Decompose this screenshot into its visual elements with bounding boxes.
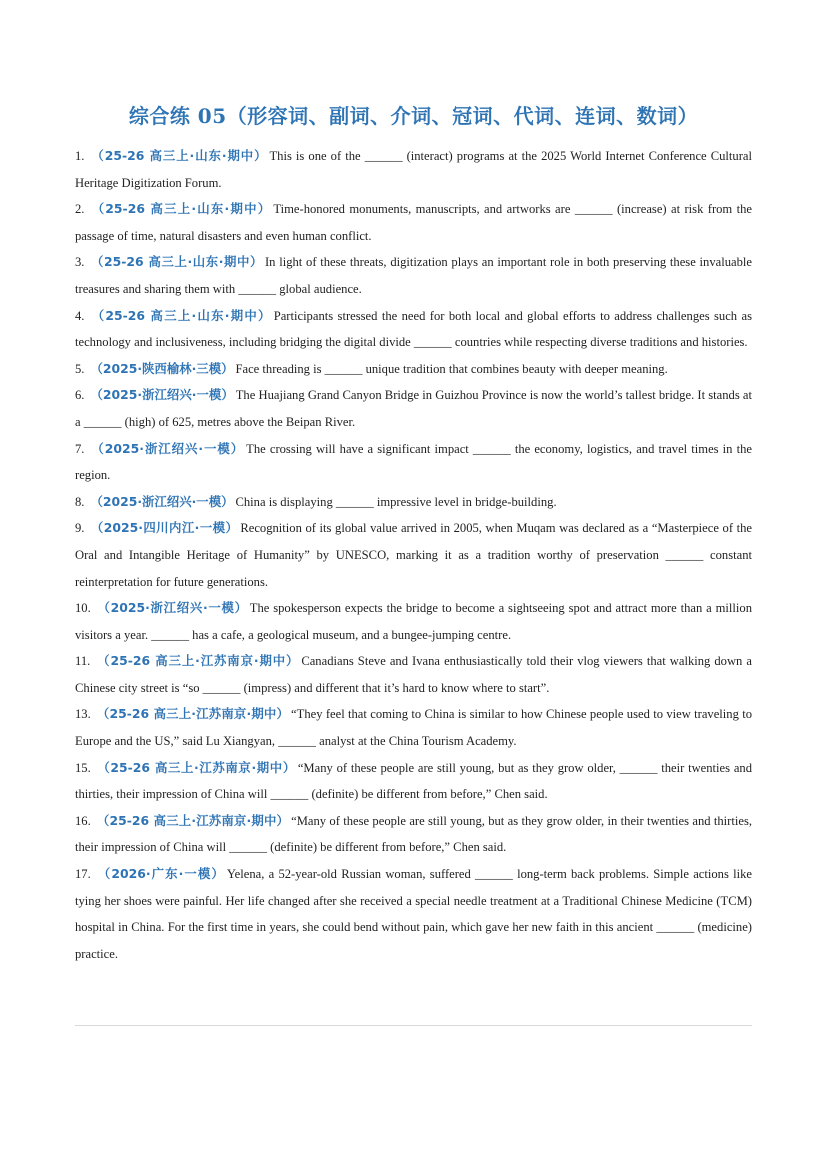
question-item [75, 356, 752, 383]
question-text: “They feel that coming to China is similar to how Chinese people used to view traveling to Europe and the US,” said Lu Xiangyan, ______ analyst at the China Tourism Academy. [75, 707, 753, 749]
question-item [75, 143, 752, 196]
question-source-tag: （2025·四川内江·一模） [90, 520, 239, 536]
question-item [75, 701, 752, 754]
question-source-tag: （25-26 高三上·江苏南京·期中） [96, 812, 290, 828]
question-number: 15. [75, 760, 91, 775]
question-source-tag: （25-26 高三上·山东·期中） [90, 148, 268, 163]
question-item [75, 436, 752, 489]
question-text: This is one of the ______ (interact) programs at the 2025 World Internet Conference Cultural Heritage Digitization Forum. [75, 149, 752, 190]
question-item [75, 196, 752, 249]
page-title: 综合练 05（形容词、副词、介词、冠词、代词、连词、数词） [128, 104, 699, 128]
question-source-tag: （2026·广东·一模） [96, 866, 225, 882]
question-source-tag: （2025·浙江绍兴·一模） [96, 600, 248, 616]
question-text: The spokesperson expects the bridge to become a sightseeing spot and attract more than a million visitors a year. ______ has a cafe, a geological museum, and a bungee-jumping centre. [75, 601, 752, 642]
question-source-tag: （2025·浙江绍兴·一模） [90, 387, 234, 403]
question-text: Recognition of its global value arrived in 2005, when Muqam was declared as a “Masterpiece of the Oral and Intangible Heritage of Humanity” by UNESCO, marking it as a tradition worthy of preservation ______ constant reinterpretation for future generations. [75, 521, 753, 589]
bottom-divider [75, 1025, 752, 1026]
question-item [75, 382, 752, 435]
question-text: “Many of these people are still young, but as they grow older, in their twenties and thirties, their impression of China will ______ (definite) be different from before,” Chen said. [75, 813, 752, 855]
question-number: 8. [75, 494, 85, 509]
question-list [75, 143, 752, 967]
question-source-tag: （25-26 高三上·江苏南京·期中） [96, 706, 290, 722]
question-item [75, 808, 752, 861]
question-text: The crossing will have a significant impact ______ the economy, logistics, and travel times in the region. [75, 441, 752, 483]
question-number: 10. [75, 601, 91, 616]
question-number: 1. [75, 149, 85, 163]
question-item [75, 515, 752, 595]
question-source-tag: （25-26 高三上·山东·期中） [90, 307, 272, 323]
question-source-tag: （25-26 高三上·山东·期中） [90, 254, 263, 270]
question-text: The Huajiang Grand Canyon Bridge in Guizhou Province is now the world’s tallest bridge. It stands at a ______ (high) of 625, metres above the Beipan River. [75, 388, 752, 429]
question-item [75, 595, 752, 648]
question-text: Face threading is ______ unique tradition that combines beauty with deeper meaning. [235, 361, 668, 376]
question-source-tag: （2025·陕西榆林·三模） [90, 360, 234, 376]
question-text: In light of these threats, digitization plays an important role in both preserving these invaluable treasures and sharing them with ______ global audience. [75, 255, 752, 296]
question-number: 3. [75, 255, 85, 270]
question-source-tag: （25-26 高三上·江苏南京·期中） [96, 653, 300, 669]
question-number: 6. [75, 388, 85, 403]
question-number: 2. [75, 202, 85, 217]
question-item [75, 489, 752, 516]
question-item [75, 861, 752, 967]
question-text: Time-honored monuments, manuscripts, and artworks are ______ (increase) at risk from the passage of time, natural disasters and even human conflict. [75, 202, 752, 243]
question-number: 5. [75, 361, 85, 376]
question-source-tag: （25-26 高三上·江苏南京·期中） [96, 759, 296, 775]
question-number: 9. [75, 521, 85, 536]
question-text: Participants stressed the need for both local and global efforts to address challenges such as technology and inclusiveness, including bridging the digital divide ______ countries while respecting diverse traditions and histories. [75, 308, 752, 350]
question-text: “Many of these people are still young, but as they grow older, ______ their twenties and thirties, their impression of China will ______ (definite) be different from before,” Chen said. [75, 760, 752, 802]
question-source-tag: （2025·浙江绍兴·一模） [90, 493, 234, 509]
question-text: Canadians Steve and Ivana enthusiastically told their vlog viewers that walking down a Chinese city street is “so ______ (impress) and different that it’s hard to know where to start”. [75, 654, 752, 695]
question-number: 13. [75, 707, 91, 722]
question-item [75, 303, 752, 356]
question-text: China is displaying ______ impressive level in bridge-building. [235, 494, 557, 509]
question-source-tag: （2025·浙江绍兴·一模） [90, 440, 245, 456]
question-source-tag: （25-26 高三上·山东·期中） [90, 201, 272, 217]
question-number: 17. [75, 867, 91, 882]
question-number: 4. [75, 308, 85, 323]
question-item [75, 648, 752, 701]
question-number: 16. [75, 813, 91, 828]
question-number: 7. [75, 441, 85, 456]
question-number: 11. [75, 654, 91, 669]
question-item [75, 249, 752, 302]
question-item [75, 755, 752, 808]
question-text: Yelena, a 52-year-old Russian woman, suffered ______ long-term back problems. Simple actions like tying her shoes were painful. Her life changed after she received a special needle treatment at a Traditional Chinese Medicine (TCM) hospital in China. For the first time in years, she could bend without pain, which gave her new faith in this ancient ______ (medicine) practice. [75, 867, 752, 961]
